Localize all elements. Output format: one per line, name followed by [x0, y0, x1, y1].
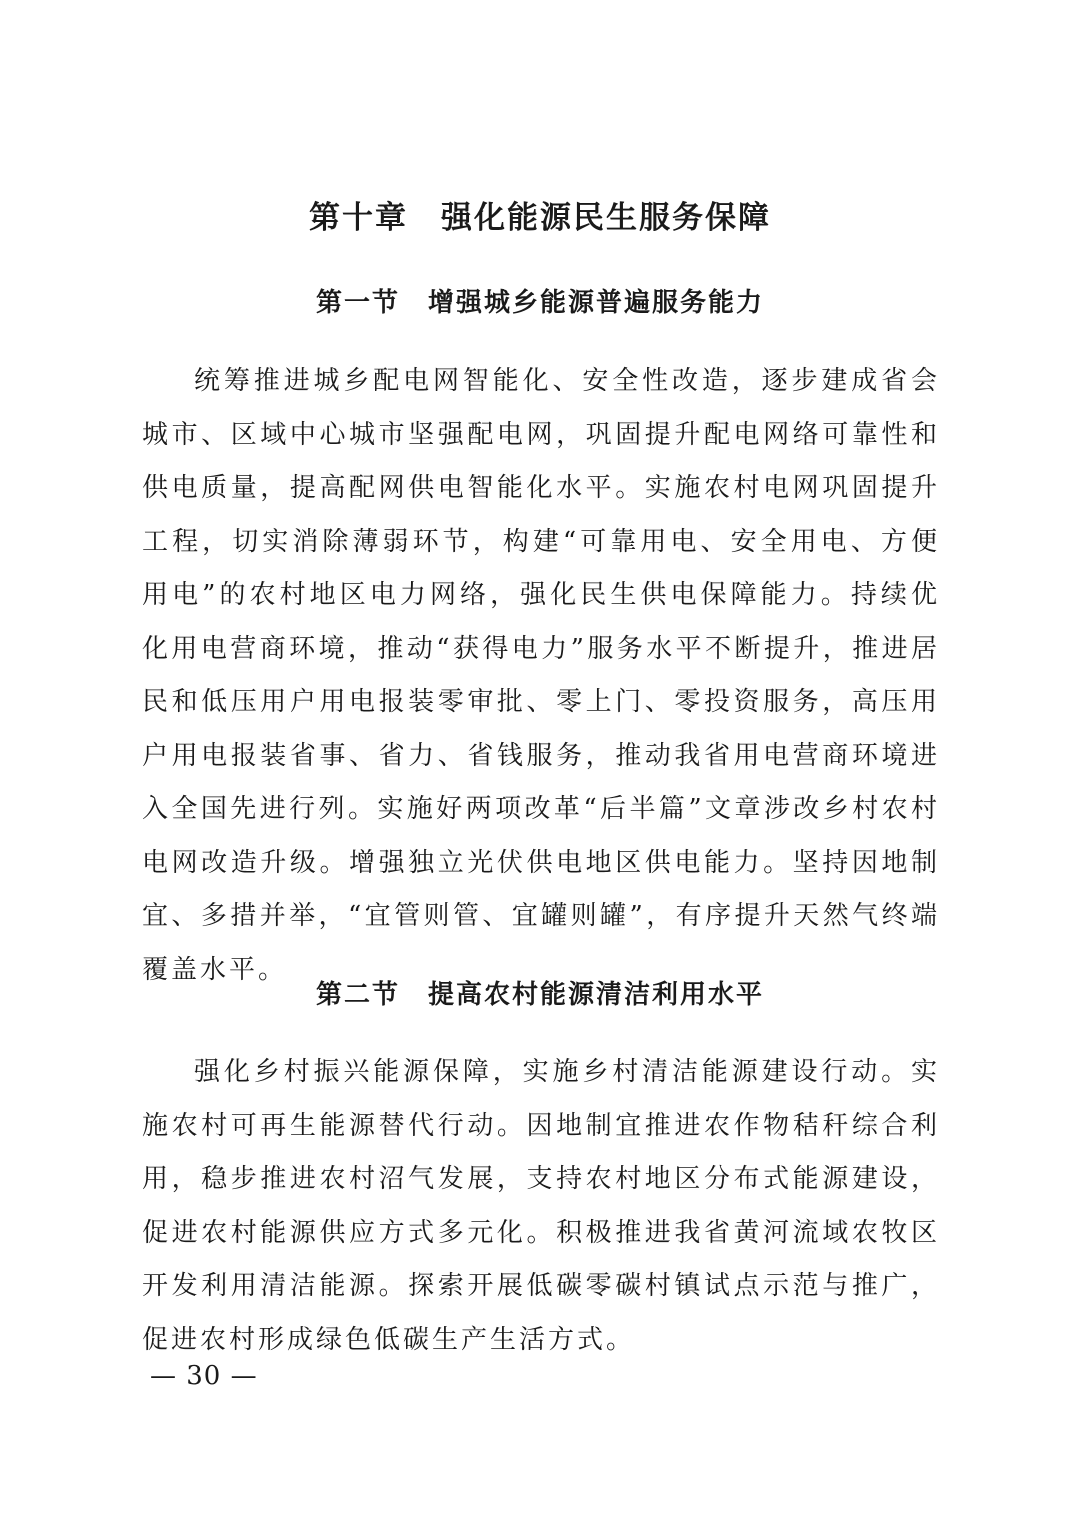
- section-title-2: 第二节 提高农村能源清洁利用水平: [315, 980, 764, 1010]
- chapter-title: 第十章 强化能源民生服务保障: [309, 200, 771, 236]
- section-1-paragraph: 统筹推进城乡配电网智能化、安全性改造，逐步建成省会城市、区域中心城市坚强配电网，巩固提升配电网络可靠性和供电质量，提高配网供电智能化水平。实施农村电网巩固提升工程，切实消除薄弱环节，构建“可靠用电、安全用电、方便用电”的农村地区电力网络，强化民生供电保障能力。持续优化用电营商环境，推动“获得电力”服务水平不断提升，推进居民和低压用户用电报装零审批、零上门、零投资服务，高压用户用电报装省事、省力、省钱服务，推动我省用电营商环境进入全国先进行列。实施好两项改革“后半篇”文章涉改乡村农村电网改造升级。增强独立光伏供电地区供电能力。坚持因地制宜、多措并举，“宜管则管、宜罐则罐”，有序提升天然气终端覆盖水平。: [142, 366, 940, 985]
- page-number: — 30 —: [150, 1361, 258, 1391]
- section-title-1: 第一节 增强城乡能源普遍服务能力: [315, 288, 764, 318]
- section-2-paragraph: 强化乡村振兴能源保障，实施乡村清洁能源建设行动。实施农村可再生能源替代行动。因地制宜推进农作物秸秆综合利用，稳步推进农村沼气发展，支持农村地区分布式能源建设，促进农村能源供应方式多元化。积极推进我省黄河流域农牧区开发利用清洁能源。探索开展低碳零碳村镇试点示范与推广，促进农村形成绿色低碳生产生活方式。: [142, 1057, 940, 1355]
